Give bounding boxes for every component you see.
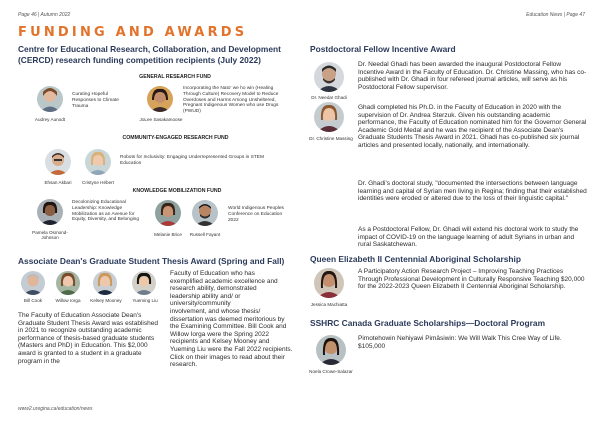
christine-massing-name: Dr. Christine Massing [309, 136, 353, 141]
postdoc-para-3: Dr. Ghadi's doctoral study, "documented the intersections between language learning and capital of Syrian men living in Regina; finding that their established identities were eroded or altered due to the loss of their linguistic capital." [358, 180, 587, 203]
ehsan-akbari-photo[interactable] [45, 149, 71, 175]
jolee-sasakamoose-project: Incorporating the Nato' we ho win (Healing Through Culture) Recovery Model to Reduce Overdoses and Harms Among Unsheltered, Pregnant Indigenous Women who use Drugs (PWUD) [183, 86, 279, 115]
cristyne-hebert-photo[interactable] [85, 149, 111, 175]
noela-crowe-salazar-name: Noela Crowe-Salazar [309, 369, 353, 374]
jessica-machiatta-name: Jessica Machiatta [310, 302, 348, 307]
general-fund-label: GENERAL RESEARCH FUND [139, 74, 211, 80]
bill-cook-photo[interactable] [21, 271, 45, 295]
thesis-text-full: involvement, and whose thesis/ dissertation was deemed meritorious by the Examining Committee. Bill Cook and Willow Iorga were the Spring 2022 recipients and Kelsey Mooney and Yueming Liu were the Fall 2022 recipients. Click on their images to read about their research. [170, 308, 293, 369]
bill-cook-name: Bill Cook [23, 298, 43, 303]
qe2-text: A Participatory Action Research Project – Improving Teaching Practices Through Professional Development in Culturally Responsive Teaching $20,000 for the 2022-2023 Queen Elizabeth II Centennial Aboriginal Scholarship. [358, 268, 585, 291]
ehsan-akbari-name: Ehsan Akbari [44, 180, 72, 185]
postdoc-heading: Postdoctoral Fellow Incentive Award [310, 44, 456, 54]
kelsey-mooney-photo[interactable] [93, 271, 117, 295]
cercd-heading: Centre for Educational Research, Collaboration, and Development (CERCD) research funding competition recipients (July 2022) [18, 44, 281, 65]
knowledge-fund-label: KNOWLEDGE MOBILIZATION FUND [132, 188, 222, 194]
kelsey-mooney-name: Kelsey Mooney [90, 298, 122, 303]
thesis-award-heading: Associate Dean's Graduate Student Thesis Award (Spring and Fall) [18, 256, 285, 266]
postdoc-para-4: As a Postdoctoral Fellow, Dr. Ghadi will extend his doctoral work to study the impact of COVID-19 on the language learning of adult Syrians in urban and rural Saskatchewan. [358, 226, 579, 249]
yueming-liu-name: Yueming Liu [132, 298, 158, 303]
noela-crowe-salazar-photo[interactable] [316, 335, 346, 365]
thesis-text-left: The Faculty of Education Associate Dean's Graduate Student Thesis Award was established in 2021 to recognize outstanding academic performance of thesis-based graduate students (Masters and PhD) in Education. This $2,000 award is granted to a student in a graduate program in the [18, 312, 158, 365]
sshrc-heading: SSHRC Canada Graduate Scholarships—Doctoral Program [310, 318, 546, 328]
needal-ghadi-name: Dr. Needa! Ghadi [311, 95, 347, 100]
jessica-machiatta-photo[interactable] [314, 268, 344, 298]
page-title: FUNDING AND AWARDS [18, 25, 248, 40]
sshrc-text: Pimotehowin Nehiyawi Pimâsiwin: We Will Walk This Cree Way of Life. $105,000 [358, 335, 562, 350]
russell-fayant-name: Russell Fayant [189, 232, 221, 237]
jolee-sasakamoose-photo[interactable] [147, 86, 173, 112]
yueming-liu-photo[interactable] [132, 271, 156, 295]
audrey-aunodt-project: Curating Hopeful Responses to Climate Trauma [72, 92, 119, 109]
footer-url[interactable]: www2.uregina.ca/education/news [18, 406, 93, 412]
community-fund-label: COMMUNITY-ENGAGED RESEARCH FUND [122, 135, 229, 141]
pamela-osmond-johnson-photo[interactable] [37, 199, 63, 225]
russell-fayant-photo[interactable] [192, 200, 218, 226]
qe2-heading: Queen Elizabeth II Centennial Aboriginal Scholarship [310, 254, 521, 264]
willow-iorga-photo[interactable] [56, 271, 80, 295]
postdoc-para-1: Dr. Needal Ghadi has been awarded the inaugural Postdoctoral Fellow Incentive Award in the Faculty of Education. Dr. Christine Massing, who has co-published with Dr. Ghadi in four refereed journal articles, will serve as his Postdoctoral Fellow supervisor. [358, 61, 587, 91]
needal-ghadi-photo[interactable] [314, 62, 344, 92]
christine-massing-photo[interactable] [314, 102, 344, 132]
pamela-osmond-johnson-project: Decolonizing Educational Leadership: Knowledge Mobilization as an Avenue for Equity, Diversity, and Belonging [72, 200, 140, 223]
community-project: Robots for Inclusivity: Engaging Underrepresented Groups in STEM Education [120, 155, 264, 166]
cristyne-hebert-name: Cristyne Hébert [82, 180, 114, 185]
page-header-right: Education News | Page 47 [526, 12, 585, 18]
jolee-sasakamoose-name: JoLee Sasakamoose [139, 117, 183, 122]
willow-iorga-name: Willow Iorga [55, 298, 81, 303]
melanie-brice-photo[interactable] [155, 200, 181, 226]
postdoc-para-2: Ghadi completed his Ph.D. in the Faculty of Education in 2020 with the supervision of Dr. Andrea Sterzuk. Given his outstanding academic performance, the Faculty of Education nominated him for the Governor General Academic Gold Medal and he was the recipient of the Associate Dean's Graduate Students Thesis Award in 2021. Ghadi has co-published six journal articles and presented locally, nationally, and internationally. [358, 104, 587, 149]
page-header-left: Page 46 | Autumn 2022 [18, 12, 71, 18]
audrey-aunodt-name: Audrey Aunodt [34, 117, 66, 122]
audrey-aunodt-photo[interactable] [37, 86, 63, 112]
knowledge-project-2: World Indigenous Peoples Conference on Education 2022 [228, 206, 284, 223]
thesis-text-right: Faculty of Education who has exemplified academic excellence and research ability, demonstrated leadership ability and/ or university/community [170, 270, 278, 308]
pamela-osmond-johnson-name: Pamela Osmond-Johnson [32, 230, 68, 241]
melanie-brice-name: Melanie Brice [154, 232, 182, 237]
